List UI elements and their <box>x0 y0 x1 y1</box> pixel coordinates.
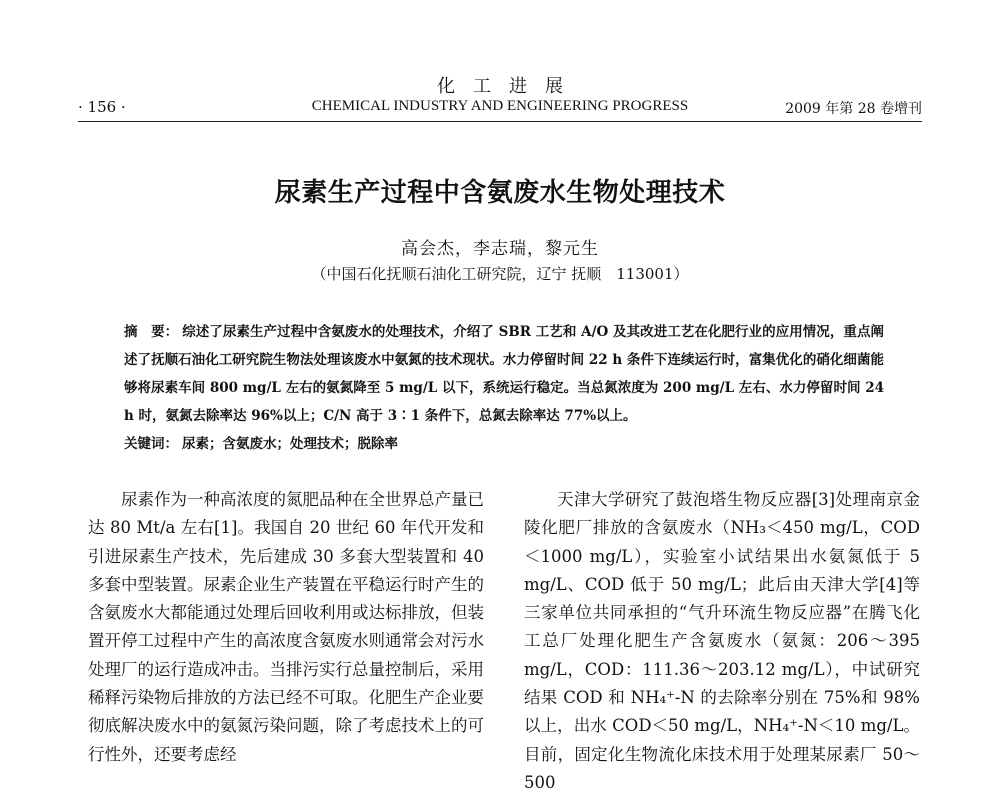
article-title: 尿素生产过程中含氨废水生物处理技术 <box>274 178 726 208</box>
body-paragraph-right: 天津大学研究了鼓泡塔生物反应器[3]处理南京金陵化肥厂排放的含氨废水（NH₃＜450 mg/L，COD＜1000 mg/L），实验室小试结果出水氨氮低于 5 mg/L、COD 低于 50 mg/L；此后由天津大学[4]等三家单位共同承担的“气升环流生物反应器”在腾飞化工总厂处理化肥生产含氨废水（氨氮：206～395 mg/L，COD：111.36～203.12 mg/L），中试研究结果 COD 和 NH₄⁺-N 的去除率分别在 75%和 98%以上，出水 COD＜50 mg/L，NH₄⁺-N＜10 mg/L。目前，固定化生物流化床技术用于处理某尿素厂 50～500 <box>524 490 920 792</box>
running-header <box>78 98 922 120</box>
page-number: · 156 · <box>78 98 126 116</box>
abstract-text: 综述了尿素生产过程中含氨废水的处理技术，介绍了 SBR 工艺和 A/O 及其改进工艺在化肥行业的应用情况，重点阐述了抚顺石油化工研究院生物法处理该废水中氨氮的技术现状。水力停留时间 22 h 条件下连续运行时，富集优化的硝化细菌能够将尿素车间 800 mg/L 左右的氨氮降至 5 mg/L 以下，系统运行稳定。当总氮浓度为 200 mg/L 左右、水力停留时间 24 h 时，氨氮去除率达 96%以上；C/N 高于 3∶1 条件下，总氮去除率达 77%以上。 <box>124 324 885 424</box>
keywords <box>124 430 884 458</box>
abstract <box>124 318 884 430</box>
article-authors: 高会杰，李志瑞，黎元生 <box>401 239 599 259</box>
abstract-label: 摘 要： <box>124 324 179 340</box>
body-left-column <box>88 486 484 769</box>
keywords-text: 尿素；含氨废水；处理技术；脱除率 <box>182 436 398 452</box>
issue-info: 2009 年第 28 卷增刊 <box>785 101 922 117</box>
journal-name-en: CHEMICAL INDUSTRY AND ENGINEERING PROGRESS <box>311 98 689 114</box>
article-affiliation: （中国石化抚顺石油化工研究院，辽宁 抚顺 113001） <box>311 265 689 283</box>
body-paragraph-left: 尿素作为一种高浓度的氮肥品种在全世界总产量已达 80 Mt/a 左右[1]。我国自 20 世纪 60 年代开发和引进尿素生产技术，先后建成 30 多套大型装置和 40 多套中型装置。尿素企业生产装置在平稳运行时产生的含氨废水大都能通过处理后回收利用或达标排放，但装置开停工过程中产生的高浓度含氨废水则通常会对污水处理厂的运行造成冲击。当排污实行总量控制后，采用稀释污染物后排放的方法已经不可取。化肥生产企业要彻底解决废水中的氨氮污染问题，除了考虑技术上的可行性外，还要考虑经 <box>88 490 484 764</box>
journal-name-cn: 化 工 进 展 <box>437 76 563 97</box>
keywords-label: 关键词： <box>124 436 178 452</box>
body-right-column <box>524 486 920 797</box>
header-rule <box>78 121 922 122</box>
